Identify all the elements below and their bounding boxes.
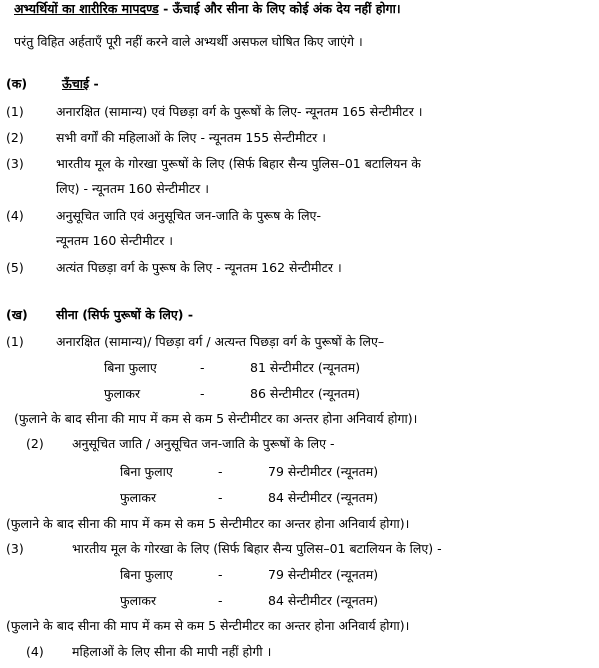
chest-row-value: 84 सेन्टीमीटर (न्यूनतम) [268, 593, 379, 608]
height-item-number: (4) [6, 208, 24, 223]
chest-item-number: (4) [26, 644, 44, 659]
height-item-number: (3) [6, 156, 24, 171]
chest-group-title: अनारक्षित (सामान्य)/ पिछड़ा वर्ग / अत्यन्त पिछड़ा वर्ग के पुरूषों के लिए– [56, 334, 385, 349]
height-heading-line [62, 75, 99, 92]
height-item-text-cont: न्यूनतम 160 सेन्टीमीटर । [56, 233, 174, 248]
title-tail: ऊँचाई और सीना के लिए कोई अंक देय नहीं होगा। [172, 1, 401, 16]
chest-row-label: फुलाकर [120, 593, 157, 608]
chest-row-label: फुलाकर [120, 490, 157, 505]
height-item-number: (2) [6, 130, 24, 145]
chest-group-title: अनुसूचित जाति / अनुसूचित जन-जाति के पुरूषों के लिए - [72, 436, 335, 451]
height-item-text: अत्यंत पिछड़ा वर्ग के पुरूष के लिए - न्यूनतम 162 सेन्टीमीटर । [56, 260, 342, 275]
chest-row-label: बिना फुलाए [120, 567, 173, 582]
chest-row-dash: - [200, 360, 205, 375]
physical-standards-title-line [14, 0, 401, 17]
chest-row-value: 79 सेन्टीमीटर (न्यूनतम) [268, 464, 379, 479]
chest-women-note: महिलाओं के लिए सीना की मापी नहीं होगी । [72, 644, 272, 659]
chest-row-dash: - [218, 490, 223, 505]
height-item-text: सभी वर्गों की महिलाओं के लिए - न्यूनतम 155 सेन्टीमीटर । [56, 130, 326, 145]
chest-group-number: (1) [6, 334, 24, 349]
height-item-text-cont: लिए) - न्यूनतम 160 सेन्टीमीटर । [56, 181, 209, 196]
chest-row-value: 86 सेन्टीमीटर (न्यूनतम) [250, 386, 361, 401]
chest-group-title: भारतीय मूल के गोरखा के लिए (सिर्फ बिहार सैन्य पुलिस–01 बटालियन के लिए) - [72, 541, 442, 556]
height-heading: ऊँचाई [62, 76, 90, 91]
height-item-number: (1) [6, 104, 24, 119]
chest-row-value: 81 सेन्टीमीटर (न्यूनतम) [250, 360, 361, 375]
chest-row-dash: - [218, 464, 223, 479]
height-item-text: भारतीय मूल के गोरखा पुरूषों के लिए (सिर्फ बिहार सैन्य पुलिस–01 बटालियन के [56, 156, 421, 171]
chest-group-number: (3) [6, 541, 24, 556]
height-item-text: अनुसूचित जाति एवं अनुसूचित जन-जाति के पुरूष के लिए- [56, 208, 321, 223]
height-section-label: (क) [6, 76, 28, 91]
chest-row-dash: - [218, 593, 223, 608]
chest-group-note: (फुलाने के बाद सीना की माप में कम से कम 5 सेन्टीमीटर का अन्तर होना अनिवार्य होगा)। [14, 411, 418, 426]
section-title: अभ्यर्थियों का शारीरिक मापदण्ड [14, 1, 159, 16]
height-item-number: (5) [6, 260, 24, 275]
chest-group-number: (2) [26, 436, 44, 451]
disqualification-note: परंतु विहित अर्हताएँ पूरी नहीं करने वाले अभ्यर्थी असफल घोषित किए जाएंगे । [14, 34, 363, 49]
chest-row-dash: - [200, 386, 205, 401]
chest-row-label: फुलाकर [104, 386, 141, 401]
chest-group-note: (फुलाने के बाद सीना की माप में कम से कम 5 सेन्टीमीटर का अन्तर होना अनिवार्य होगा)। [6, 516, 410, 531]
chest-section-label: (ख) [6, 307, 28, 322]
height-item-text: अनारक्षित (सामान्य) एवं पिछड़ा वर्ग के पुरूषों के लिए- न्यूनतम 165 सेन्टीमीटर । [56, 104, 423, 119]
chest-group-note: (फुलाने के बाद सीना की माप में कम से कम 5 सेन्टीमीटर का अन्तर होना अनिवार्य होगा)। [6, 618, 410, 633]
chest-row-dash: - [218, 567, 223, 582]
chest-row-value: 84 सेन्टीमीटर (न्यूनतम) [268, 490, 379, 505]
chest-heading: सीना (सिर्फ पुरूषों के लिए) - [56, 307, 194, 322]
title-dash: - [158, 1, 173, 16]
chest-row-value: 79 सेन्टीमीटर (न्यूनतम) [268, 567, 379, 582]
chest-row-label: बिना फुलाए [104, 360, 157, 375]
height-heading-dash: - [89, 76, 99, 91]
chest-row-label: बिना फुलाए [120, 464, 173, 479]
